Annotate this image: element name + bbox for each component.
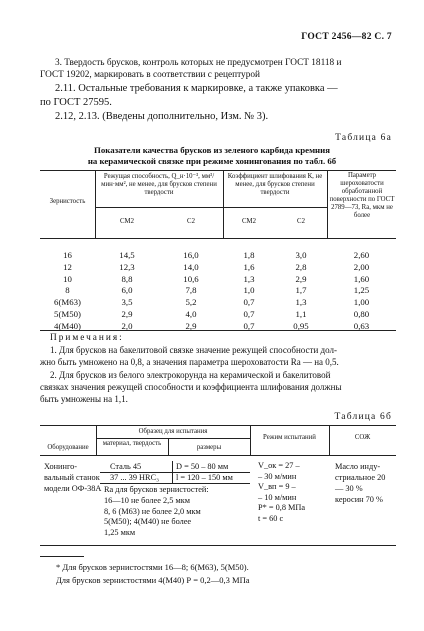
header-c2-a: С2 bbox=[187, 218, 195, 225]
table-row: 16 14,5 16,0 1,8 3,0 2,60 bbox=[63, 250, 370, 260]
header-equipment: Оборудование bbox=[47, 444, 89, 451]
table-6a-title: Показатели качества брусков из зеленого карбида кремния на керамической связке при режиме хонингования по табл. 6б bbox=[87, 145, 337, 166]
footnote-2: Для брусков зернистостями 4(М40) Р = 0,2—0,3 МПа bbox=[56, 575, 250, 585]
header-roughness: Параметр шероховатости обработанной поверхности по ГОСТ 2789—73, Ra, мкм не более bbox=[329, 172, 395, 219]
sample-material: Сталь 45 37 ... 39 HRC₃ bbox=[110, 462, 159, 482]
table-row: 5(М50) 2,9 4,0 0,7 1,1 0,80 bbox=[54, 308, 370, 319]
table-row: 10 8,8 10,6 1,3 2,9 1,60 bbox=[63, 273, 370, 284]
header-material: материал, твердость bbox=[102, 440, 162, 447]
footnote-1: * Для брусков зернистостями 16—8; 6(М63), 5(М50). bbox=[56, 562, 249, 572]
note-2-line3: быть умножены на 1,1. bbox=[40, 394, 128, 404]
header-cutting-ability: Режущая способность, Q_н·10⁻³, мм³/мин·мм², не менее, для брусков степени твердости bbox=[101, 173, 217, 196]
table-row: 4(М40) 2,0 2,9 0,7 0,95 0,63 bbox=[54, 320, 370, 331]
header-mode: Режим испытаний bbox=[263, 434, 316, 441]
page-header: ГОСТ 2456—82 С. 7 bbox=[301, 32, 392, 42]
notes-heading: Примечания: bbox=[50, 333, 124, 343]
table-row: 8 6,0 7,8 1,0 1,7 1,25 bbox=[65, 285, 370, 296]
header-coolant: СОЖ bbox=[354, 434, 371, 441]
note-2-line2: связках значения режущей способности и коэффициента шлифования должны bbox=[40, 382, 342, 392]
equipment-cell: Хонинго- вальный станок модели ОФ-38А bbox=[44, 462, 102, 493]
test-mode: V_ок = 27 – – 30 м/мин V_вп = 9 – – 10 м/мин P* = 0,8 МПа t = 60 с bbox=[258, 461, 306, 523]
header-sample: Образец для испытания bbox=[138, 428, 208, 435]
paragraph-211-line1: 2.11. Остальные требования к маркировке, а также упаковка — bbox=[55, 83, 338, 94]
note-2-line1: 2. Для брусков из белого электрокорунда на керамической и бакелитовой bbox=[50, 370, 331, 380]
paragraph-3-line2: ГОСТ 19202, маркировать в соответствии с рецептурой bbox=[40, 70, 260, 80]
note-1-line2: жно быть умножено на 0,8, а значения параметра шероховатости Ra — на 0,5. bbox=[40, 357, 339, 367]
note-1-line1: 1. Для брусков на бакелитовой связке значение режущей способности дол- bbox=[50, 345, 337, 355]
footnote-divider bbox=[40, 556, 84, 557]
paragraph-3-line1: 3. Твердость брусков, контроль которых не предусмотрен ГОСТ 18118 и bbox=[55, 58, 342, 68]
table-6b-caption: Таблица 6б bbox=[334, 412, 392, 422]
header-grain: Зернистость bbox=[49, 198, 86, 205]
header-sizes: размеры bbox=[196, 444, 222, 451]
sample-sizes: D = 50 – 80 мм l = 120 – 150 мм bbox=[176, 462, 233, 482]
paragraph-211-line2: по ГОСТ 27595. bbox=[40, 97, 112, 108]
header-cm2-a: СМ2 bbox=[120, 218, 134, 225]
header-cm2-b: СМ2 bbox=[242, 218, 256, 225]
header-grinding-coefficient: Коэффициент шлифования К, не менее, для брусков степени твердости bbox=[227, 173, 323, 196]
coolant-cell: Масло инду- стриальное 20 — 30 % керосин 70 % bbox=[335, 462, 386, 504]
ra-requirements: Ra для брусков зернистостей: 16—10 не более 2,5 мкм 8, 6 (М63) не более 2,0 мкм 5(М50); 4(М40) не более 1,25 мкм bbox=[104, 485, 209, 538]
table-row: 6(М63) 3,5 5,2 0,7 1,3 1,00 bbox=[54, 297, 370, 308]
table-row: 12 12,3 14,0 1,6 2,8 2,00 bbox=[63, 261, 370, 272]
table-6a-body bbox=[40, 250, 396, 333]
paragraph-212: 2.12, 2.13. (Введены дополнительно, Изм. № 3). bbox=[55, 111, 269, 122]
header-c2-b: С2 bbox=[297, 218, 305, 225]
table-6a-caption: Таблица 6а bbox=[335, 133, 392, 143]
